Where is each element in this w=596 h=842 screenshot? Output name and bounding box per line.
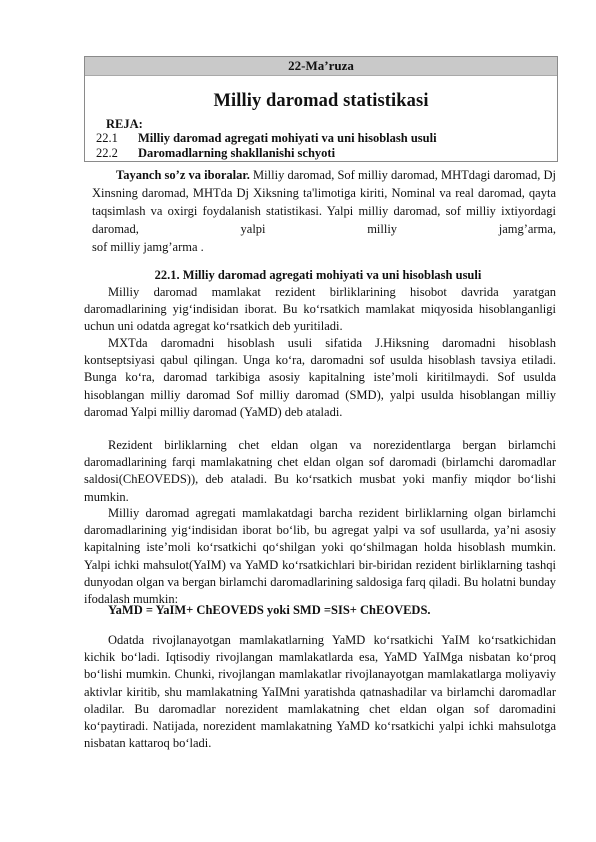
keywords-label: Tayanch so’z va iboralar. (116, 168, 250, 182)
body-paragraph: Milliy daromad agregati mamlakatdagi barcha rezident birliklarning olgan birlamchi daromadlarining yig‘indisidan iborat bo‘lib, bu agregat yalpi va sof usullarda, ya’ni asosiy kapitalning iste’moli ko‘rsatkichi qo‘shilgan yoki qo‘shilmagan holda hisoblash mumkin. Yalpi ichki mahsulot(YaIM) va YaMD ko‘rsatkichlari bir-biridan rezident birliklarning tashqi dunyodan olgan va bergan birlamchi daromadlarining saldosiga farq qiladi. Bu holatni bunday ifodalash mumkin: (84, 506, 556, 607)
keywords-text: Milliy daromad, Sof milliy daromad, MHTdagi daromad, Dj Xinsning daromad, MHTda Dj Xiksning ta'limotiga kiriti, Nominal va real daromad, qayta taqsimlash va oxirgi foydalanish statistikasi. Yalpi milliy daromad, sof milliy ixtiyordagi daromad, yalpi milliy jamg’arma, (92, 168, 556, 236)
body-paragraph: Rezident birliklarning chet eldan olgan va norezidentlarga bergan birlamchi daromadlarining farqi mamlakatning chet eldan olgan sof daromadi (birlamchi daromadlar saldosi(ChEOVEDS)), deb ataladi. Bu ko‘rsatkich musbat yoki manfiy miqdor bo‘lishi mumkin. (84, 438, 556, 504)
plan-item-number: 22.1 (96, 131, 118, 145)
plan-item-text: Milliy daromad agregati mohiyati va uni hisoblash usuli (138, 131, 437, 145)
keywords-paragraph (92, 166, 556, 238)
plan-item (96, 146, 335, 161)
section-heading: 22.1. Milliy daromad agregati mohiyati va uni hisoblash usuli (154, 268, 482, 282)
lecture-number: 22-Ma’ruza (85, 57, 557, 76)
closing-paragraph: Odatda rivojlanayotgan mamlakatlarning YaMD ko‘rsatkichi YaIM ko‘rsatkichidan kichik bo‘ladi. Iqtisodiy rivojlangan mamlakatlarda esa, YaMD YaIMga nisbatan ko‘proq bo‘lishi mumkin. Chunki, rivojlangan mamlakatlar rivojlanayotgan mamlakatlarga moliyaviy aktivlar kiritib, shu mamlakatning YaIMni yaratishda qatnashadilar va birlamchi daromadlar oladilar. Bu daromadlar norezident mamlakatning chet eldan olgan sof daromadini ko‘paytiradi. Natijada, norezident mamlakatning YaMD ko‘rsatkichi yalpi ichki mahsulotga nisbatan kattaroq bo‘ladi. (84, 633, 556, 751)
keywords-last-line: sof milliy jamg’arma . (92, 240, 204, 254)
plan-item-number: 22.2 (96, 146, 118, 160)
page-title: Milliy daromad statistikasi (213, 91, 429, 111)
plan-item-text: Daromadlarning shakllanishi schyoti (138, 146, 336, 160)
plan-item (96, 131, 437, 146)
plan-label: REJA: (106, 117, 143, 131)
body-paragraph: Milliy daromad mamlakat rezident birliklarining hisobot davrida yaratgan daromadlarining yig‘indisidan iborat. Bu ko‘rsatkich mamlakat miqyosida hisoblanganligi uchun uni odatda agregat ko‘rsatkich deb yuritiladi. (84, 285, 556, 334)
formula: YaMD = YaIM+ ChEOVEDS yoki SMD =SIS+ ChEOVEDS. (108, 603, 431, 617)
body-paragraph: MXTda daromadni hisoblash usuli sifatida J.Hiksning daromadni hisoblash kontseptsiyasi qabul qilingan. Unga ko‘ra, daromadni sof usulda hisoblash tavsiya etiladi. Bunga ko‘ra, daromad tarkibiga asosiy kapitalning iste’moli kiritilmaydi. Sof usulda hisoblangan milliy daromad Sof milliy daromad (SMD), yalpi usulda hisoblangan milliy daromad Yalpi milliy daromad (YaMD) deb ataladi. (84, 336, 556, 419)
